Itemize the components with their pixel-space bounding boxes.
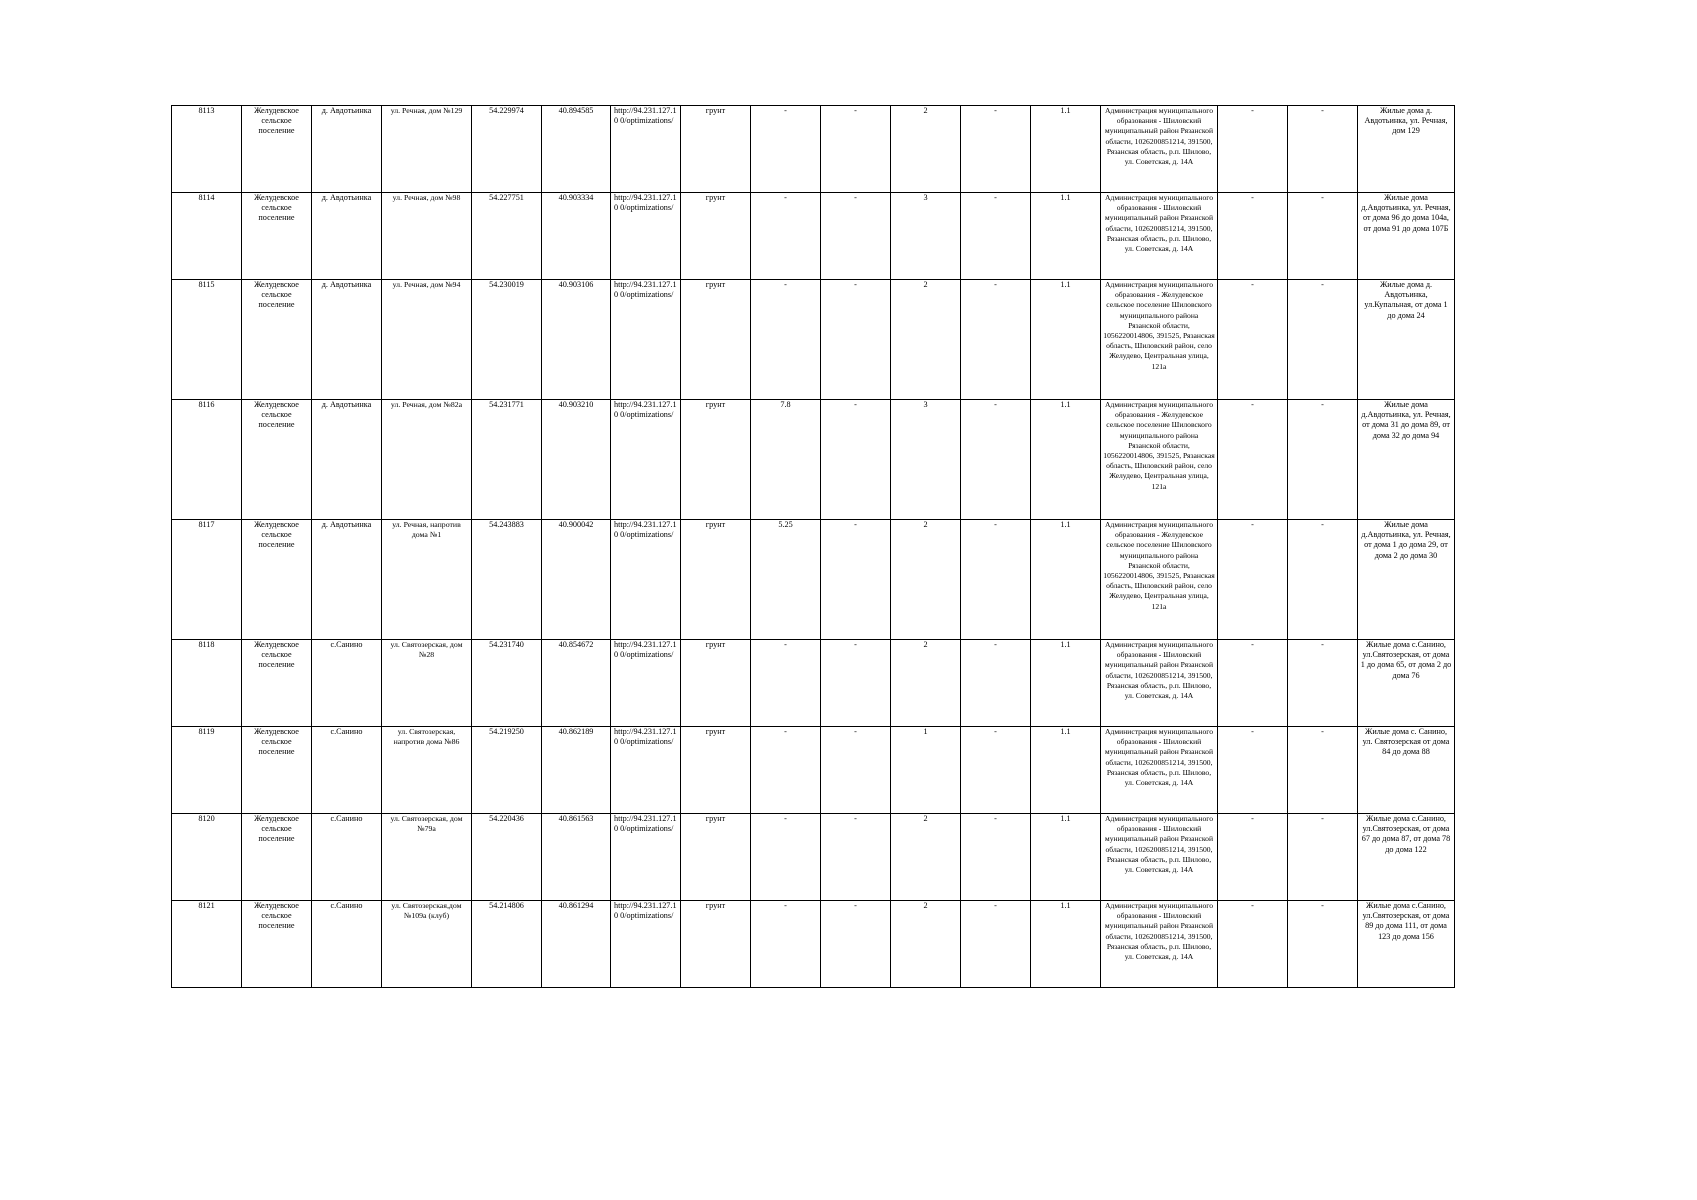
container-volume: 1.1: [1031, 814, 1101, 901]
table-row: [172, 520, 1455, 640]
row-id: 8116: [172, 400, 242, 520]
waste-sources: Жилые дома д.Авдотьинка, ул. Речная, от дома 96 до дома 104а, от дома 91 до дома 107Б: [1358, 193, 1455, 280]
table-row: [172, 727, 1455, 814]
container-count: 2: [891, 640, 961, 727]
column-placeholder: -: [1288, 640, 1358, 727]
map-link[interactable]: http://94.231.127.10 0/optimizations/: [611, 106, 681, 193]
container-count: 3: [891, 400, 961, 520]
longitude: 40.903334: [542, 193, 611, 280]
row-id: 8119: [172, 727, 242, 814]
latitude: 54.220436: [472, 814, 542, 901]
site-area: 5.25: [751, 520, 821, 640]
table-row: [172, 193, 1455, 280]
address: ул. Святозерская,дом №109а (клуб): [382, 901, 472, 988]
site-area: -: [751, 814, 821, 901]
locality: д. Авдотьинка: [312, 400, 382, 520]
column-placeholder: -: [1218, 727, 1288, 814]
container-volume: 1.1: [1031, 400, 1101, 520]
map-link[interactable]: http://94.231.127.10 0/optimizations/: [611, 727, 681, 814]
column-placeholder: -: [961, 280, 1031, 400]
container-volume: 1.1: [1031, 901, 1101, 988]
surface-type: грунт: [681, 193, 751, 280]
locality: с.Санино: [312, 901, 382, 988]
address: ул. Речная, дом №82а: [382, 400, 472, 520]
column-placeholder: -: [1288, 106, 1358, 193]
waste-sources: Жилые дома д. Авдотьинка, ул.Купальная, от дома 1 до дома 24: [1358, 280, 1455, 400]
longitude: 40.894585: [542, 106, 611, 193]
column-placeholder: -: [1218, 520, 1288, 640]
latitude: 54.231740: [472, 640, 542, 727]
row-id: 8115: [172, 280, 242, 400]
settlement: Желудевское сельское поселение: [242, 640, 312, 727]
map-link[interactable]: http://94.231.127.10 0/optimizations/: [611, 520, 681, 640]
waste-sources: Жилые дома с.Санино, ул.Святозерская, от дома 89 до дома 111, от дома 123 до дома 156: [1358, 901, 1455, 988]
container-count: 2: [891, 106, 961, 193]
address: ул. Речная, дом №129: [382, 106, 472, 193]
map-link[interactable]: http://94.231.127.10 0/optimizations/: [611, 193, 681, 280]
column-placeholder: -: [1288, 280, 1358, 400]
locality: д. Авдотьинка: [312, 106, 382, 193]
longitude: 40.900042: [542, 520, 611, 640]
latitude: 54.243883: [472, 520, 542, 640]
site-holder: Администрация муниципального образования - Шиловский муниципальный район Рязанской области, 1026200851214, 391500, Рязанская область, р.п. Шилово, ул. Советская, д. 14А: [1101, 901, 1218, 988]
column-placeholder: -: [1288, 727, 1358, 814]
column-placeholder: -: [1218, 106, 1288, 193]
settlement: Желудевское сельское поселение: [242, 400, 312, 520]
column-placeholder: -: [821, 520, 891, 640]
site-holder: Администрация муниципального образования - Желудевское сельское поселение Шиловского муниципального района Рязанской области, 1056220014806, 391525, Рязанская область, Шиловский район, село Желудево, Центральная улица, 121а: [1101, 400, 1218, 520]
column-placeholder: -: [1288, 193, 1358, 280]
address: ул. Святозерская, дом №28: [382, 640, 472, 727]
column-placeholder: -: [821, 193, 891, 280]
settlement: Желудевское сельское поселение: [242, 280, 312, 400]
latitude: 54.230019: [472, 280, 542, 400]
longitude: 40.862189: [542, 727, 611, 814]
locality: с.Санино: [312, 727, 382, 814]
row-id: 8120: [172, 814, 242, 901]
column-placeholder: -: [1218, 280, 1288, 400]
container-count: 2: [891, 901, 961, 988]
site-area: -: [751, 106, 821, 193]
waste-sources: Жилые дома с.Санино, ул.Святозерская, от дома 1 до дома 65, от дома 2 до дома 76: [1358, 640, 1455, 727]
waste-sources: Жилые дома с. Санино, ул. Святозерская от дома 84 до дома 88: [1358, 727, 1455, 814]
waste-sources: Жилые дома с.Санино, ул.Святозерская, от дома 67 до дома 87, от дома 78 до дома 122: [1358, 814, 1455, 901]
locality: д. Авдотьинка: [312, 193, 382, 280]
container-count: 2: [891, 520, 961, 640]
container-count: 1: [891, 727, 961, 814]
row-id: 8117: [172, 520, 242, 640]
map-link[interactable]: http://94.231.127.10 0/optimizations/: [611, 280, 681, 400]
row-id: 8121: [172, 901, 242, 988]
column-placeholder: -: [821, 814, 891, 901]
table-row: [172, 640, 1455, 727]
container-count: 2: [891, 814, 961, 901]
table-row: [172, 280, 1455, 400]
surface-type: грунт: [681, 727, 751, 814]
table-row: [172, 400, 1455, 520]
surface-type: грунт: [681, 814, 751, 901]
map-link[interactable]: http://94.231.127.10 0/optimizations/: [611, 901, 681, 988]
locality: д. Авдотьинка: [312, 520, 382, 640]
site-holder: Администрация муниципального образования - Шиловский муниципальный район Рязанской области, 1026200851214, 391500, Рязанская область, р.п. Шилово, ул. Советская, д. 14А: [1101, 727, 1218, 814]
container-volume: 1.1: [1031, 280, 1101, 400]
row-id: 8114: [172, 193, 242, 280]
map-link[interactable]: http://94.231.127.10 0/optimizations/: [611, 814, 681, 901]
address: ул. Речная, напротив дома №1: [382, 520, 472, 640]
settlement: Желудевское сельское поселение: [242, 727, 312, 814]
column-placeholder: -: [821, 106, 891, 193]
column-placeholder: -: [961, 520, 1031, 640]
container-count: 2: [891, 280, 961, 400]
column-placeholder: -: [1218, 640, 1288, 727]
longitude: 40.861563: [542, 814, 611, 901]
site-holder: Администрация муниципального образования - Шиловский муниципальный район Рязанской области, 1026200851214, 391500, Рязанская область, р.п. Шилово, ул. Советская, д. 14А: [1101, 193, 1218, 280]
settlement: Желудевское сельское поселение: [242, 814, 312, 901]
table-row: [172, 106, 1455, 193]
container-volume: 1.1: [1031, 640, 1101, 727]
waste-sources: Жилые дома д. Авдотьинка, ул. Речная, дом 129: [1358, 106, 1455, 193]
registry-table: [171, 105, 1455, 988]
settlement: Желудевское сельское поселение: [242, 901, 312, 988]
container-count: 3: [891, 193, 961, 280]
site-holder: Администрация муниципального образования - Желудевское сельское поселение Шиловского муниципального района Рязанской области, 1056220014806, 391525, Рязанская область, Шиловский район, село Желудево, Центральная улица, 121а: [1101, 520, 1218, 640]
longitude: 40.854672: [542, 640, 611, 727]
longitude: 40.861294: [542, 901, 611, 988]
site-holder: Администрация муниципального образования - Шиловский муниципальный район Рязанской области, 1026200851214, 391500, Рязанская область, р.п. Шилово, ул. Советская, д. 14А: [1101, 640, 1218, 727]
container-volume: 1.1: [1031, 106, 1101, 193]
column-placeholder: -: [1218, 400, 1288, 520]
column-placeholder: -: [961, 193, 1031, 280]
column-placeholder: -: [961, 901, 1031, 988]
container-volume: 1.1: [1031, 193, 1101, 280]
settlement: Желудевское сельское поселение: [242, 106, 312, 193]
table-row: [172, 814, 1455, 901]
site-area: -: [751, 193, 821, 280]
column-placeholder: -: [1218, 901, 1288, 988]
surface-type: грунт: [681, 520, 751, 640]
latitude: 54.231771: [472, 400, 542, 520]
column-placeholder: -: [821, 640, 891, 727]
column-placeholder: -: [961, 400, 1031, 520]
surface-type: грунт: [681, 280, 751, 400]
site-holder: Администрация муниципального образования - Шиловский муниципальный район Рязанской области, 1026200851214, 391500, Рязанская область, р.п. Шилово, ул. Советская, д. 14А: [1101, 814, 1218, 901]
column-placeholder: -: [821, 727, 891, 814]
latitude: 54.219250: [472, 727, 542, 814]
address: ул. Речная, дом №94: [382, 280, 472, 400]
row-id: 8118: [172, 640, 242, 727]
column-placeholder: -: [1288, 901, 1358, 988]
column-placeholder: -: [821, 901, 891, 988]
site-area: 7.8: [751, 400, 821, 520]
surface-type: грунт: [681, 106, 751, 193]
address: ул. Речная, дом №98: [382, 193, 472, 280]
column-placeholder: -: [1218, 193, 1288, 280]
row-id: 8113: [172, 106, 242, 193]
latitude: 54.229974: [472, 106, 542, 193]
latitude: 54.227751: [472, 193, 542, 280]
map-link[interactable]: http://94.231.127.10 0/optimizations/: [611, 400, 681, 520]
locality: с.Санино: [312, 814, 382, 901]
waste-sources: Жилые дома д.Авдотьинка, ул. Речная, от дома 1 до дома 29, от дома 2 до дома 30: [1358, 520, 1455, 640]
site-holder: Администрация муниципального образования - Шиловский муниципальный район Рязанской области, 1026200851214, 391500, Рязанская область, р.п. Шилово, ул. Советская, д. 14А: [1101, 106, 1218, 193]
registry-body: [172, 106, 1455, 988]
column-placeholder: -: [961, 727, 1031, 814]
table-row: [172, 901, 1455, 988]
site-area: -: [751, 640, 821, 727]
column-placeholder: -: [821, 400, 891, 520]
site-area: -: [751, 727, 821, 814]
column-placeholder: -: [961, 814, 1031, 901]
longitude: 40.903210: [542, 400, 611, 520]
locality: с.Санино: [312, 640, 382, 727]
waste-sources: Жилые дома д.Авдотьинка, ул. Речная, от дома 31 до дома 89, от дома 32 до дома 94: [1358, 400, 1455, 520]
container-volume: 1.1: [1031, 727, 1101, 814]
settlement: Желудевское сельское поселение: [242, 520, 312, 640]
column-placeholder: -: [1218, 814, 1288, 901]
site-area: -: [751, 901, 821, 988]
column-placeholder: -: [821, 280, 891, 400]
column-placeholder: -: [1288, 400, 1358, 520]
surface-type: грунт: [681, 400, 751, 520]
address: ул. Святозерская, напротив дома №86: [382, 727, 472, 814]
site-holder: Администрация муниципального образования - Желудевское сельское поселение Шиловского муниципального района Рязанской области, 1056220014806, 391525, Рязанская область, Шиловский район, село Желудево, Центральная улица, 121а: [1101, 280, 1218, 400]
latitude: 54.214806: [472, 901, 542, 988]
surface-type: грунт: [681, 640, 751, 727]
locality: д. Авдотьинка: [312, 280, 382, 400]
column-placeholder: -: [1288, 814, 1358, 901]
surface-type: грунт: [681, 901, 751, 988]
longitude: 40.903106: [542, 280, 611, 400]
settlement: Желудевское сельское поселение: [242, 193, 312, 280]
map-link[interactable]: http://94.231.127.10 0/optimizations/: [611, 640, 681, 727]
address: ул. Святозерская, дом №79а: [382, 814, 472, 901]
site-area: -: [751, 280, 821, 400]
column-placeholder: -: [1288, 520, 1358, 640]
column-placeholder: -: [961, 106, 1031, 193]
container-volume: 1.1: [1031, 520, 1101, 640]
column-placeholder: -: [961, 640, 1031, 727]
